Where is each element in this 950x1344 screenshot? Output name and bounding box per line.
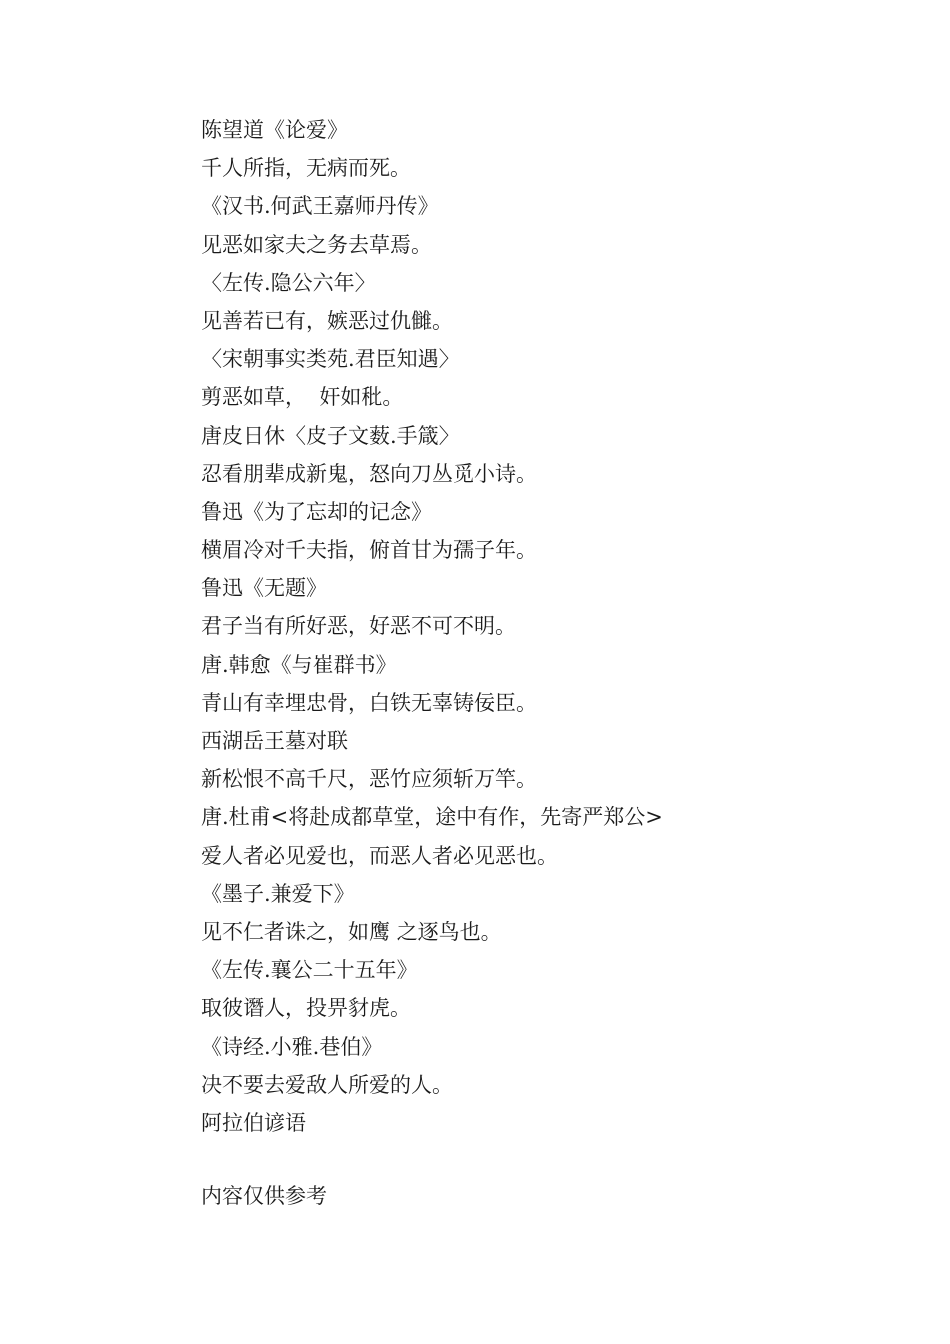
text-line: 《汉书.何武王嘉师丹传》	[201, 194, 439, 219]
text-line: 唐.韩愈《与崔群书》	[201, 652, 397, 677]
text-line: 《左传.襄公二十五年》	[201, 958, 418, 983]
text-line: 阿拉伯谚语	[201, 1110, 306, 1135]
text-line: 《诗经.小雅.巷伯》	[201, 1034, 383, 1059]
text-line: 君子当有所好恶，好恶不可不明。	[201, 614, 516, 639]
text-line: 鲁迅《无题》	[201, 576, 327, 601]
text-line: 忍看朋辈成新鬼，怒向刀丛觅小诗。	[201, 461, 537, 486]
text-line: 〈宋朝事实类苑.君臣知遇〉	[201, 347, 460, 372]
text-line: 剪恶如草， 奸如秕。	[201, 385, 404, 410]
text-line: 〈左传.隐公六年〉	[201, 270, 376, 295]
text-line: 见不仁者诛之，如鹰 之逐鸟也。	[201, 919, 502, 944]
text-line: 见恶如家夫之务去草焉。	[201, 232, 432, 257]
text-line: 见善若已有，嫉恶过仇雠。	[201, 308, 453, 333]
footer-note: 内容仅供参考	[201, 1184, 327, 1208]
quote-list	[201, 111, 921, 1142]
text-line: 《墨子.兼爱下》	[201, 881, 355, 906]
text-line: 决不要去爱敌人所爱的人。	[201, 1072, 453, 1097]
text-line: 青山有幸埋忠骨，白铁无辜铸佞臣。	[201, 690, 537, 715]
text-line: 取彼谮人，投畀豺虎。	[201, 996, 411, 1021]
text-line: 陈望道《论爱》	[201, 118, 348, 142]
text-line: 鲁迅《为了忘却的记念》	[201, 499, 432, 524]
text-line: 西湖岳王墓对联	[201, 729, 348, 753]
text-line: 千人所指，无病而死。	[201, 156, 411, 181]
text-line: 爱人者必见爱也，而恶人者必见恶也。	[201, 843, 558, 868]
text-line: 新松恨不高千尺，恶竹应须斩万竿。	[201, 767, 537, 792]
text-line: 横眉冷对千夫指，俯首甘为孺子年。	[201, 538, 537, 563]
text-line: 唐皮日休〈皮子文薮.手箴〉	[201, 423, 460, 448]
text-line: 唐.杜甫<将赴成都草堂，途中有作，先寄严郑公>	[201, 805, 663, 830]
